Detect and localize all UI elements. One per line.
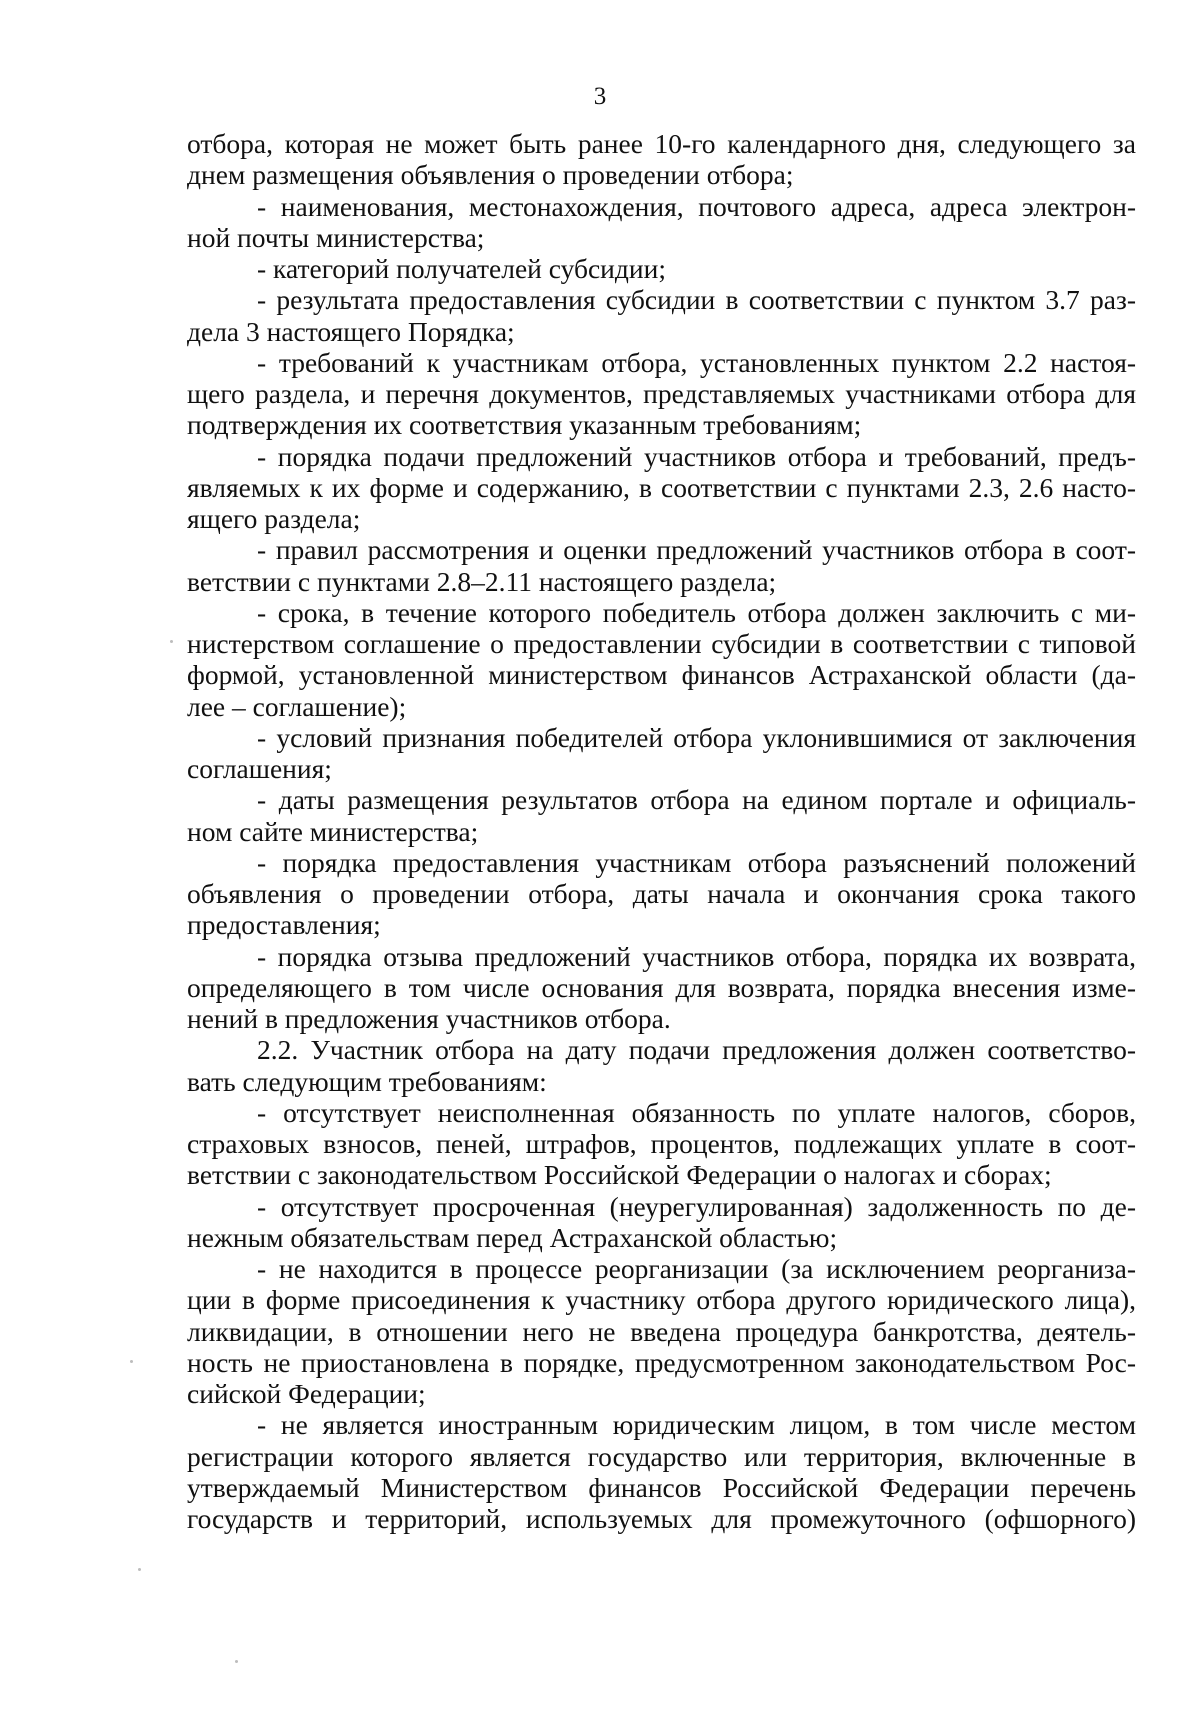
text-line: вать следующим требованиям: [187, 1065, 547, 1097]
text-line: - правил рассмотрения и оценки предложений участников отбора в соот- [257, 534, 1136, 566]
scan-speck [170, 640, 173, 643]
text-line: являемых к их форме и содержанию, в соответствии с пунктами 2.3, 2.6 насто- [187, 471, 1136, 503]
text-line: дела 3 настоящего Порядка; [187, 315, 515, 347]
scan-speck [130, 1360, 133, 1363]
page-number: 3 [593, 83, 607, 110]
text-line: - порядка подачи предложений участников отбора и требований, предъ- [257, 440, 1136, 472]
text-line: определяющего в том числе основания для возврата, порядка внесения изме- [187, 971, 1136, 1003]
text-line: ции в форме присоединения к участнику отбора другого юридического лица), [187, 1284, 1136, 1316]
text-line: государств и территорий, используемых для промежуточного (офшорного) [187, 1503, 1136, 1534]
text-line: - требований к участникам отбора, установленных пунктом 2.2 настоя- [257, 346, 1136, 378]
text-line: - не является иностранным юридическим лицом, в том числе местом [257, 1409, 1136, 1441]
text-line: - порядка предоставления участникам отбора разъяснений положений [257, 846, 1136, 878]
text-line: - отсутствует просроченная (неурегулированная) задолженность по де- [257, 1190, 1136, 1222]
text-line: ветствии с пунктами 2.8–2.11 настоящего раздела; [187, 565, 777, 597]
text-line: - условий признания победителей отбора уклонившимися от заключения [257, 721, 1136, 753]
text-line: ветствии с законодательством Российской Федерации о налогах и сборах; [187, 1159, 1052, 1191]
text-line: 2.2. Участник отбора на дату подачи предложения должен соответство- [257, 1034, 1136, 1066]
text-line: ликвидации, в отношении него не введена процедура банкротства, деятель- [187, 1315, 1136, 1347]
text-line: - не находится в процессе реорганизации (за исключением реорганиза- [257, 1253, 1136, 1284]
text-line: страховых взносов, пеней, штрафов, процентов, подлежащих уплате в соот- [187, 1128, 1136, 1159]
text-line: днем размещения объявления о проведении отбора; [187, 159, 794, 191]
text-line: сийской Федерации; [187, 1378, 426, 1409]
scan-speck [235, 1660, 238, 1663]
text-line: лее – соглашение); [187, 690, 407, 722]
text-line: подтверждения их соответствия указанным требованиям; [187, 409, 862, 441]
text-line: - наименования, местонахождения, почтового адреса, адреса электрон- [257, 190, 1136, 222]
text-line: ном сайте министерства; [187, 815, 479, 847]
text-line: нистерством соглашение о предоставлении субсидии в соответствии с типовой [187, 628, 1136, 659]
text-line: - срока, в течение которого победитель отбора должен заключить с ми- [257, 596, 1136, 628]
text-line: соглашения; [187, 753, 332, 784]
text-line: ящего раздела; [187, 503, 361, 534]
text-line: нений в предложения участников отбора. [187, 1003, 671, 1034]
text-line: - даты размещения результатов отбора на едином портале и официаль- [257, 784, 1136, 816]
scan-speck [138, 1568, 141, 1571]
text-line: - отсутствует неисполненная обязанность по уплате налогов, сборов, [257, 1096, 1136, 1128]
text-line: утверждаемый Министерством финансов Российской Федерации перечень [187, 1471, 1136, 1503]
text-line: - результата предоставления субсидии в соответствии с пунктом 3.7 раз- [257, 284, 1136, 316]
text-line: регистрации которого является государство или территория, включенные в [187, 1440, 1136, 1472]
text-line: ной почты министерства; [187, 221, 485, 253]
document-body [187, 128, 1136, 1534]
text-line: - порядка отзыва предложений участников отбора, порядка их возврата, [257, 940, 1136, 972]
text-line: - категорий получателей субсидии; [257, 253, 666, 284]
text-line: объявления о проведении отбора, даты начала и окончания срока такого [187, 878, 1136, 909]
text-line: нежным обязательствам перед Астраханской областью; [187, 1221, 838, 1253]
text-line: отбора, которая не может быть ранее 10-го календарного дня, следующего за [187, 128, 1136, 159]
text-line: предоставления; [187, 909, 381, 941]
text-line: ность не приостановлена в порядке, предусмотренном законодательством Рос- [187, 1346, 1136, 1378]
text-line: щего раздела, и перечня документов, представляемых участниками отбора для [187, 378, 1136, 409]
text-line: формой, установленной министерством финансов Астраханской области (да- [187, 659, 1136, 691]
